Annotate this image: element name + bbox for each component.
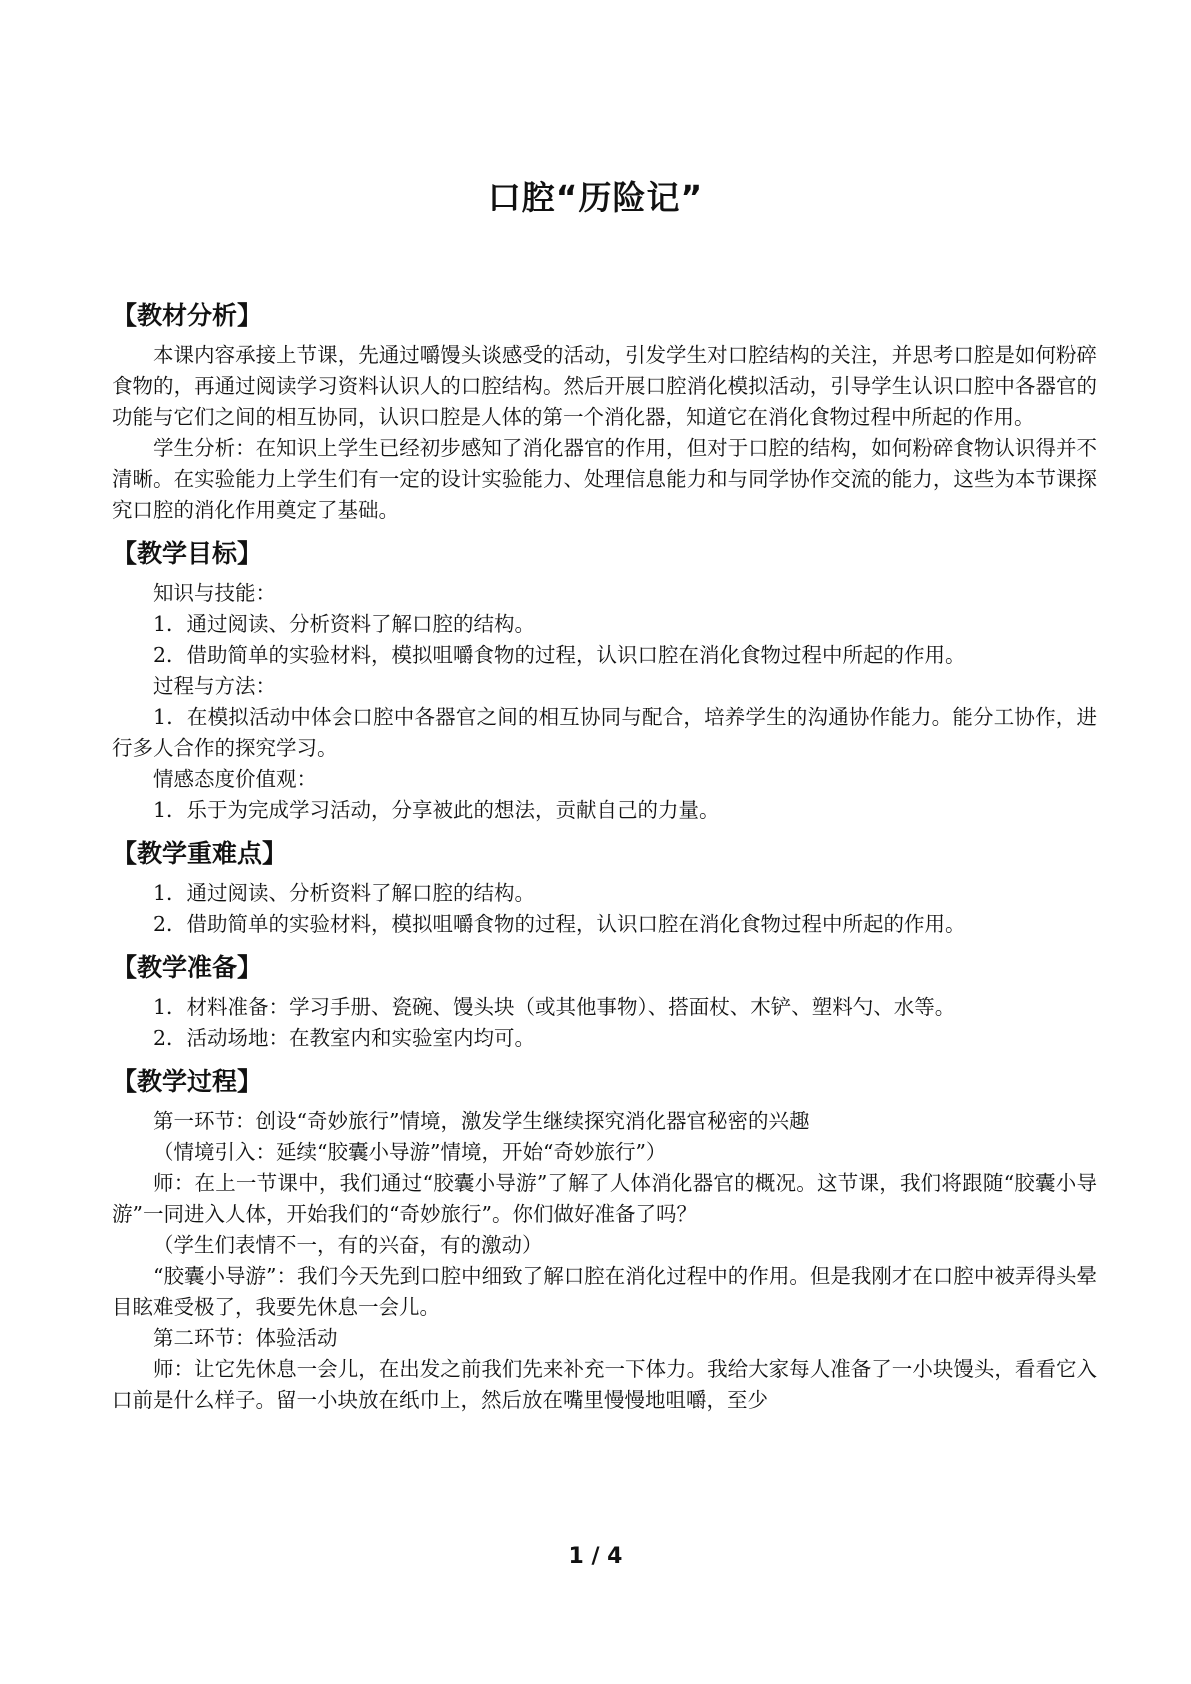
section-teaching-process xyxy=(112,1062,1097,1416)
paragraph: 第一环节：创设“奇妙旅行”情境，激发学生继续探究消化器官秘密的兴趣 xyxy=(153,1109,810,1133)
paragraph: 知识与技能： xyxy=(153,581,276,605)
section-heading: 【教学过程】 xyxy=(112,1067,263,1096)
paragraph: 2．借助简单的实验材料，模拟咀嚼食物的过程，认识口腔在消化食物过程中所起的作用。 xyxy=(153,912,966,936)
section-heading: 【教学目标】 xyxy=(112,539,263,568)
section-heading: 【教材分析】 xyxy=(112,301,263,330)
paragraph: 师：在上一节课中，我们通过“胶囊小导游”了解了人体消化器官的概况。这节课，我们将跟随“胶囊小导游”一同进入人体，开始我们的“奇妙旅行”。你们做好准备了吗？ xyxy=(112,1171,1097,1226)
document-body xyxy=(112,296,1097,1416)
paragraph: “胶囊小导游”：我们今天先到口腔中细致了解口腔在消化过程中的作用。但是我刚才在口腔中被弄得头晕目眩难受极了，我要先休息一会儿。 xyxy=(112,1264,1097,1319)
section-teaching-goals xyxy=(112,534,1097,826)
paragraph: 1．乐于为完成学习活动，分享被此的想法，贡献自己的力量。 xyxy=(153,798,720,822)
page-number: 1 / 4 xyxy=(568,1544,623,1569)
section-heading: 【教学准备】 xyxy=(112,953,263,982)
paragraph: 本课内容承接上节课，先通过嚼馒头谈感受的活动，引发学生对口腔结构的关注，并思考口腔是如何粉碎食物的，再通过阅读学习资料认识人的口腔结构。然后开展口腔消化模拟活动，引导学生认识口腔中各器官的功能与它们之间的相互协同，认识口腔是人体的第一个消化器，知道它在消化食物过程中所起的作用。 xyxy=(112,343,1097,429)
paragraph: 2．活动场地：在教室内和实验室内均可。 xyxy=(153,1026,536,1050)
paragraph: （情境引入：延续“胶囊小导游”情境，开始“奇妙旅行”） xyxy=(153,1140,667,1164)
paragraph: 1．在模拟活动中体会口腔中各器官之间的相互协同与配合，培养学生的沟通协作能力。能分工协作，进行多人合作的探究学习。 xyxy=(112,705,1097,760)
paragraph: 第二环节：体验活动 xyxy=(153,1326,338,1350)
paragraph: 1．通过阅读、分析资料了解口腔的结构。 xyxy=(153,612,536,636)
section-key-points xyxy=(112,834,1097,940)
section-heading: 【教学重难点】 xyxy=(112,839,288,868)
page-title: 口腔“历险记” xyxy=(487,178,704,217)
paragraph: 2．借助简单的实验材料，模拟咀嚼食物的过程，认识口腔在消化食物过程中所起的作用。 xyxy=(153,643,966,667)
paragraph: 情感态度价值观： xyxy=(153,767,317,791)
section-preparation xyxy=(112,948,1097,1054)
paragraph: 过程与方法： xyxy=(153,674,276,698)
paragraph: 师：让它先休息一会儿，在出发之前我们先来补充一下体力。我给大家每人准备了一小块馒头，看看它入口前是什么样子。留一小块放在纸巾上，然后放在嘴里慢慢地咀嚼，至少 xyxy=(112,1357,1097,1412)
paragraph: 学生分析：在知识上学生已经初步感知了消化器官的作用，但对于口腔的结构，如何粉碎食物认识得并不清晰。在实验能力上学生们有一定的设计实验能力、处理信息能力和与同学协作交流的能力，这些为本节课探究口腔的消化作用奠定了基础。 xyxy=(112,436,1097,522)
paragraph: 1．材料准备：学习手册、瓷碗、馒头块（或其他事物）、搭面杖、木铲、塑料勺、水等。 xyxy=(153,995,956,1019)
section-textbook-analysis xyxy=(112,296,1097,526)
paragraph: （学生们表情不一，有的兴奋，有的激动） xyxy=(153,1233,543,1257)
paragraph: 1．通过阅读、分析资料了解口腔的结构。 xyxy=(153,881,536,905)
